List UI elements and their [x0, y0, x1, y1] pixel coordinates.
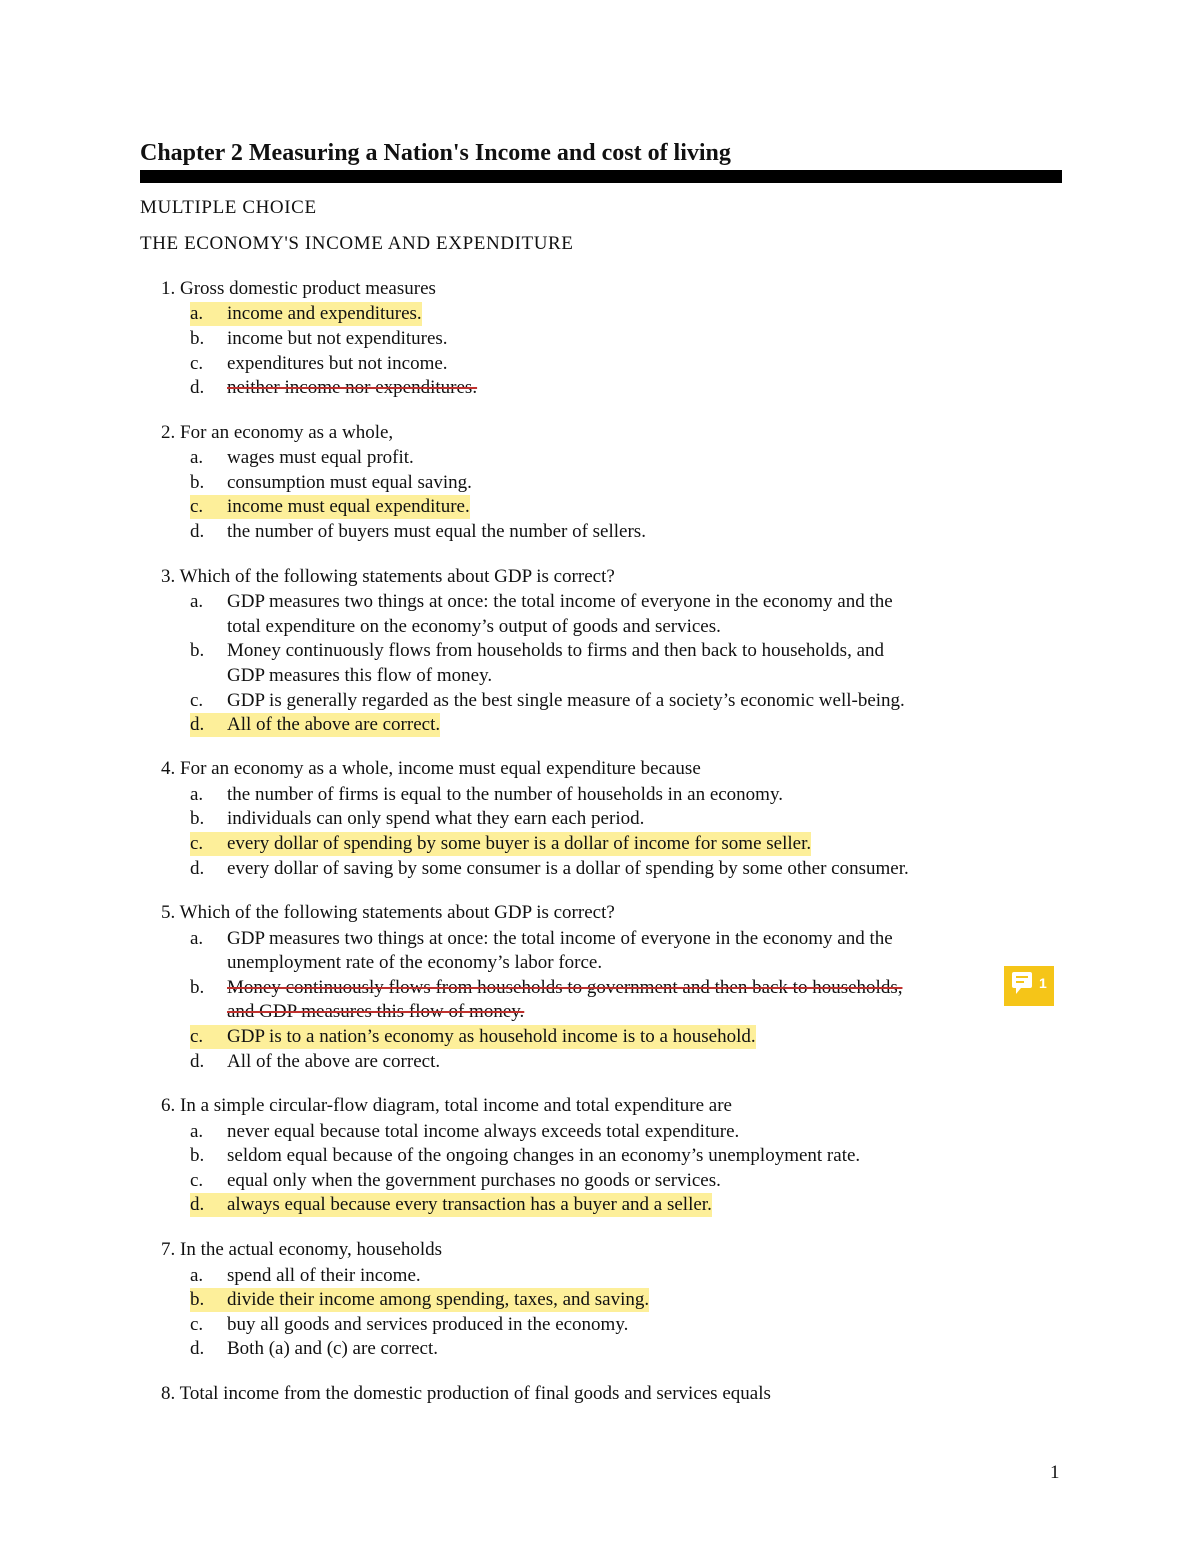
question-7-option-b [190, 1288, 649, 1312]
option-text: GDP is generally regarded as the best single measure of a society’s economic well-being. [227, 690, 905, 711]
question-7-option-a [190, 1264, 421, 1288]
option-letter: c. [190, 353, 204, 374]
option-letter: c. [190, 495, 227, 519]
question-5-stem: 5. Which of the following statements about GDP is correct? [161, 902, 615, 923]
question-6-option-b [190, 1144, 860, 1168]
option-letter: a. [190, 591, 204, 612]
option-text: divide their income among spending, taxes, and saving. [227, 1289, 650, 1310]
question-4-option-b [190, 807, 644, 831]
question-7-stem: 7. In the actual economy, households [161, 1239, 443, 1260]
option-letter: b. [190, 808, 205, 829]
question-3-option-d [190, 713, 440, 737]
question-6-option-d [190, 1193, 712, 1217]
option-letter: a. [190, 302, 227, 326]
question-1-option-d [190, 376, 477, 400]
comment-count: 1 [1039, 975, 1047, 991]
option-letter: d. [190, 1193, 227, 1217]
option-letter: c. [190, 1170, 204, 1191]
option-text: always equal because every transaction has a buyer and a seller. [227, 1194, 712, 1215]
option-text: income must equal expenditure. [227, 496, 470, 517]
option-letter: d. [190, 858, 205, 879]
option-text: Money continuously flows from households to government and then back to households, [227, 977, 903, 998]
option-letter: c. [190, 690, 204, 711]
option-text: expenditures but not income. [227, 353, 448, 374]
question-2-stem: 2. For an economy as a whole, [161, 422, 394, 443]
question-4-option-a [190, 783, 783, 807]
question-2-option-a [190, 446, 414, 470]
option-text: consumption must equal saving. [227, 472, 472, 493]
question-3-option-b [190, 639, 884, 663]
question-3-option-c [190, 689, 905, 713]
question-8-stem: 8. Total income from the domestic production of final goods and services equals [161, 1383, 771, 1404]
option-text: All of the above are correct. [227, 714, 441, 735]
question-6-stem: 6. In a simple circular-flow diagram, total income and total expenditure are [161, 1095, 732, 1116]
option-text: Both (a) and (c) are correct. [227, 1338, 438, 1359]
option-letter: b. [190, 1145, 205, 1166]
question-1-stem: 1. Gross domestic product measures [161, 278, 436, 299]
question-5-option-c [190, 1025, 756, 1049]
question-1-option-c [190, 352, 448, 376]
question-4-option-c [190, 832, 811, 856]
page-number: 1 [1050, 1462, 1060, 1483]
option-text: every dollar of saving by some consumer is a dollar of spending by some other consumer. [227, 858, 909, 879]
page-title: Chapter 2 Measuring a Nation's Income and cost of living [140, 140, 731, 166]
question-4-stem: 4. For an economy as a whole, income must equal expenditure because [161, 758, 701, 779]
option-letter: c. [190, 1314, 204, 1335]
question-7-option-c [190, 1313, 628, 1337]
question-6-option-a [190, 1120, 739, 1144]
section-heading-income-expenditure: THE ECONOMY'S INCOME AND EXPENDITURE [140, 233, 574, 254]
option-text: never equal because total income always exceeds total expenditure. [227, 1121, 740, 1142]
option-letter: a. [190, 447, 204, 468]
question-5-option-a [190, 927, 893, 951]
option-letter: c. [190, 1025, 227, 1049]
question-6-option-c [190, 1169, 721, 1193]
option-text: spend all of their income. [227, 1265, 421, 1286]
option-text: GDP is to a nation’s economy as household income is to a household. [227, 1026, 756, 1047]
option-letter: b. [190, 1288, 227, 1312]
option-text: All of the above are correct. [227, 1051, 441, 1072]
option-text: GDP measures two things at once: the total income of everyone in the economy and the [227, 591, 893, 612]
option-text: the number of firms is equal to the number of households in an economy. [227, 784, 783, 805]
comment-icon [1012, 972, 1032, 988]
title-rule [140, 170, 1062, 183]
option-letter: b. [190, 640, 205, 661]
option-text: seldom equal because of the ongoing changes in an economy’s unemployment rate. [227, 1145, 861, 1166]
option-text: Money continuously flows from households to firms and then back to households, and [227, 640, 885, 661]
option-text: buy all goods and services produced in the economy. [227, 1314, 629, 1335]
question-5-option-b-continued: and GDP measures this flow of money. [227, 1001, 525, 1022]
option-letter: d. [190, 713, 227, 737]
comment-indicator[interactable] [1004, 966, 1054, 1006]
option-letter: d. [190, 521, 205, 542]
option-letter: a. [190, 928, 204, 949]
question-2-option-d [190, 520, 646, 544]
option-letter: b. [190, 472, 205, 493]
option-text: wages must equal profit. [227, 447, 414, 468]
question-4-option-d [190, 857, 909, 881]
option-text: neither income nor expenditures. [227, 377, 478, 398]
option-text: income and expenditures. [227, 303, 422, 324]
option-text: every dollar of spending by some buyer is a dollar of income for some seller. [227, 833, 812, 854]
question-3-option-b-continued: GDP measures this flow of money. [227, 665, 493, 686]
question-7-option-d [190, 1337, 438, 1361]
option-letter: a. [190, 1265, 204, 1286]
option-letter: d. [190, 1338, 205, 1359]
option-letter: d. [190, 377, 205, 398]
question-3-option-a [190, 590, 893, 614]
question-2-option-c [190, 495, 470, 519]
question-2-option-b [190, 471, 472, 495]
option-text: individuals can only spend what they earn each period. [227, 808, 645, 829]
option-letter: b. [190, 328, 205, 349]
question-3-option-a-continued: total expenditure on the economy’s output of goods and services. [227, 616, 721, 637]
question-5-option-a-continued: unemployment rate of the economy’s labor force. [227, 952, 603, 973]
option-letter: a. [190, 1121, 204, 1142]
option-text: equal only when the government purchases no goods or services. [227, 1170, 721, 1191]
question-1-option-b [190, 327, 448, 351]
option-text: the number of buyers must equal the number of sellers. [227, 521, 646, 542]
section-heading-multiple-choice: MULTIPLE CHOICE [140, 197, 317, 218]
question-5-option-b [190, 976, 902, 1000]
question-3-stem: 3. Which of the following statements about GDP is correct? [161, 566, 615, 587]
question-1-option-a [190, 302, 422, 326]
option-text: GDP measures two things at once: the total income of everyone in the economy and the [227, 928, 893, 949]
option-text: income but not expenditures. [227, 328, 448, 349]
question-5-option-d [190, 1050, 440, 1074]
option-letter: d. [190, 1051, 205, 1072]
option-letter: b. [190, 977, 205, 998]
option-letter: a. [190, 784, 204, 805]
option-letter: c. [190, 832, 227, 856]
